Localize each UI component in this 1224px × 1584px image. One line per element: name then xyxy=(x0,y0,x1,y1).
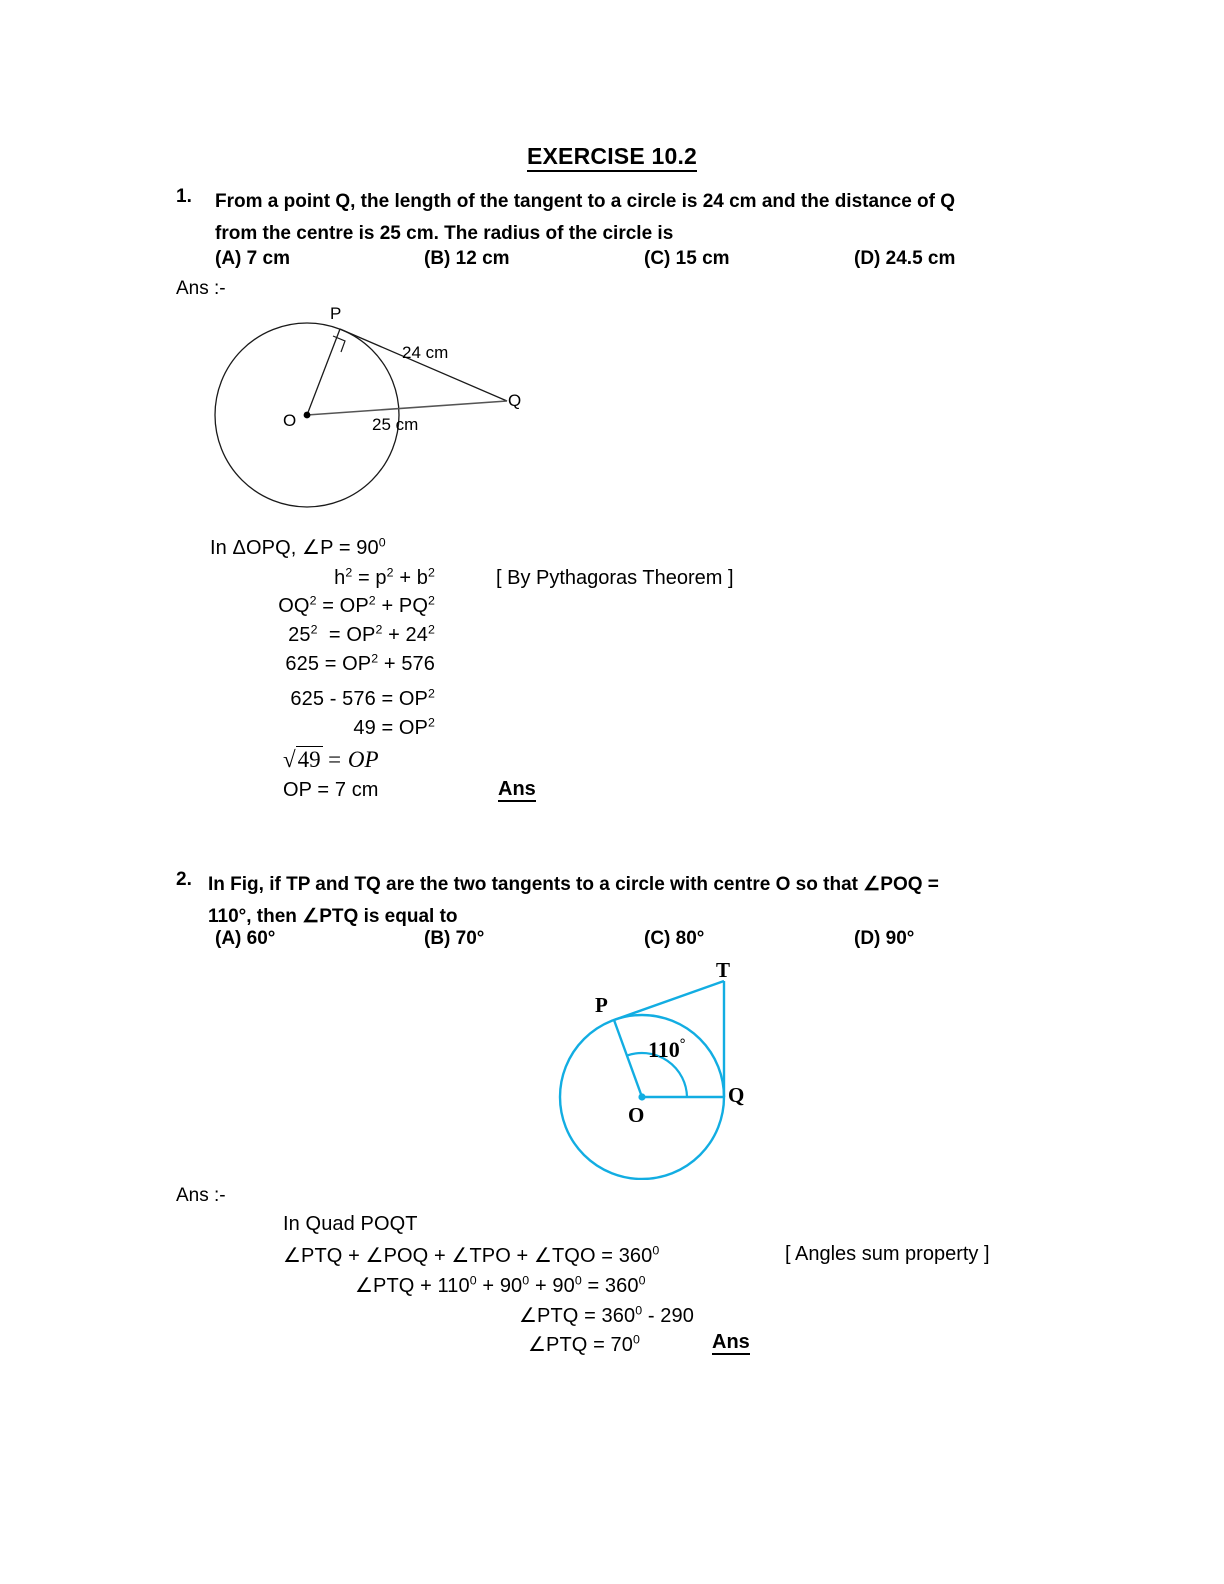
solution-1-note-pythagoras: [ By Pythagoras Theorem ] xyxy=(496,567,734,589)
solution-1-radicand: 49 xyxy=(297,747,321,772)
question-2-text xyxy=(208,869,1078,933)
solution-1-step-pythagoras: $h^2 = p^2 + b^2$ xyxy=(334,565,435,589)
radius-line-OP xyxy=(307,329,340,415)
question-2-figure xyxy=(525,955,775,1180)
question-1-option-d[interactable]: (D) 24.5 cm xyxy=(854,248,956,269)
solution-2-line-2: ∠PTQ + ∠POQ + ∠TPO + ∠TQO = $360^0$ xyxy=(283,1243,660,1267)
solution-1-step-2: $OQ^2 = OP^2 + PQ^2$ xyxy=(278,593,435,617)
figure-2-label-Q: Q xyxy=(728,1083,745,1107)
distance-line-OQ xyxy=(307,401,507,415)
solution-1-intro-degree: 0 xyxy=(378,535,386,550)
question-1-number: 1. xyxy=(176,186,192,207)
figure-2-label-P: P xyxy=(595,993,608,1017)
solution-2-answer-mark: Ans xyxy=(712,1331,750,1353)
solution-1-step-4: $625 = OP^2 + 576$ xyxy=(285,651,435,675)
solution-1-sqrt-rhs: = OP xyxy=(326,747,379,772)
centre-point-dot xyxy=(304,412,311,419)
question-1-option-a[interactable]: (A) 7 cm xyxy=(215,248,290,269)
question-1-answer-label: Ans :- xyxy=(176,278,226,299)
tangent-line-PQ xyxy=(340,329,507,401)
question-1-option-c[interactable]: (C) 15 cm xyxy=(644,248,730,269)
page-title-text: EXERCISE 10.2 xyxy=(527,143,697,172)
solution-1-step-8: OP = 7 cm xyxy=(283,779,379,801)
question-2-text-line2: 110°, then ∠PTQ is equal to xyxy=(208,906,458,927)
figure-1-label-Q: Q xyxy=(508,391,522,410)
solution-1-answer-mark: Ans xyxy=(498,778,536,800)
solution-1-step-5: $625 - 576 = OP^2$ xyxy=(290,686,435,710)
question-2-option-c[interactable]: (C) 80° xyxy=(644,928,705,949)
solution-1-step-3: $25^2 = OP^2 + 24^2$ xyxy=(288,622,435,646)
page-title xyxy=(0,143,1224,170)
figure-2-angle-degree: ° xyxy=(679,1036,686,1053)
question-1-figure xyxy=(195,305,555,520)
figure-2-label-T: T xyxy=(716,958,731,982)
solution-2-line-4: ∠PTQ = $360^0 - 290$ xyxy=(519,1303,694,1327)
question-1-text-line1: From a point Q, the length of the tangent to a circle is 24 cm and the distance of Q xyxy=(215,191,956,212)
figure-1-label-distance: 25 cm xyxy=(372,415,419,434)
figure-2-label-O: O xyxy=(628,1103,645,1127)
solution-1-step-7: √49 = OP xyxy=(283,747,379,772)
question-2-answer-label: Ans :- xyxy=(176,1185,226,1206)
solution-2-line-5: ∠PTQ = $70^0$ xyxy=(528,1332,640,1356)
solution-2-line-3: ∠PTQ + $110^0 + 90^0 + 90^0 = 360^0$ xyxy=(355,1273,646,1297)
solution-1-intro xyxy=(210,535,386,560)
figure-2-angle-value: 110 xyxy=(648,1037,680,1062)
question-2-option-a[interactable]: (A) 60° xyxy=(215,928,276,949)
solution-1-step-6: $49 = OP^2$ xyxy=(353,715,435,739)
solution-2-line-1: In Quad POQT xyxy=(283,1213,418,1235)
figure-1-label-O: O xyxy=(283,411,297,430)
solution-2-note: [ Angles sum property ] xyxy=(785,1243,990,1265)
two-tangents-diagram xyxy=(525,955,775,1180)
circle-tangent-diagram xyxy=(195,305,555,520)
question-2-option-b[interactable]: (B) 70° xyxy=(424,928,485,949)
question-1-text-line2: from the centre is 25 cm. The radius of the circle is xyxy=(215,223,674,244)
centre-point-dot xyxy=(638,1093,645,1100)
question-1-option-b[interactable]: (B) 12 cm xyxy=(424,248,510,269)
question-2-option-d[interactable]: (D) 90° xyxy=(854,928,915,949)
question-2-text-line1: In Fig, if TP and TQ are the two tangents to a circle with centre O so that ∠POQ = xyxy=(208,874,939,895)
figure-1-label-P: P xyxy=(330,304,342,323)
radius-line-OP xyxy=(614,1020,642,1097)
question-2-number: 2. xyxy=(176,869,192,890)
question-1-text xyxy=(215,186,1075,250)
figure-2-label-angle xyxy=(648,1037,686,1063)
tangent-line-PT xyxy=(614,981,724,1020)
solution-1-intro-text: In ΔOPQ, ∠P = 90 xyxy=(210,537,379,559)
figure-1-label-tangent-length: 24 cm xyxy=(402,343,449,362)
